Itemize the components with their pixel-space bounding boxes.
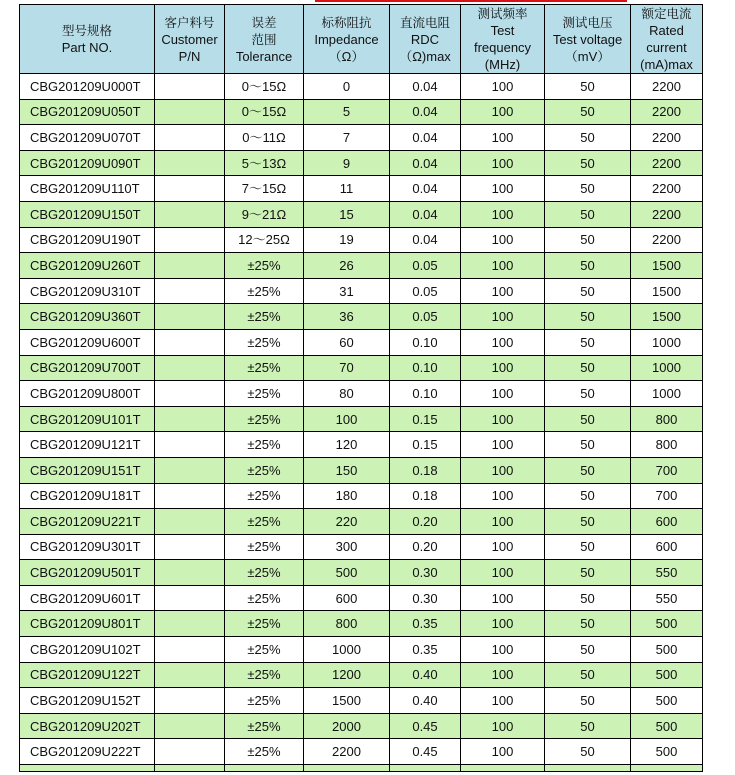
test-frequency-cell: 100 [461,125,545,151]
part-number-cell: CBG201209U202T [20,713,155,739]
rdc-cell: 0.35 [390,637,461,663]
table-row [20,355,703,381]
table-body [20,74,703,772]
rdc-cell: 0.15 [390,432,461,458]
impedance-cell: 9 [304,150,390,176]
table-row [20,713,703,739]
tolerance-cell: 0～15Ω [225,99,304,125]
test-frequency-cell: 100 [461,355,545,381]
table-row [20,534,703,560]
customer-pn-cell [155,355,225,381]
test-voltage-cell: 50 [545,201,631,227]
table-row [20,176,703,202]
rated-current-cell: 600 [631,534,703,560]
test-frequency-cell: 100 [461,278,545,304]
tolerance-cell: ±25% [225,278,304,304]
header-part-no-zh: 型号规格 [61,23,112,38]
customer-pn-cell [155,176,225,202]
rdc-cell: 0.30 [390,585,461,611]
header-current-en-1: Rated [649,23,684,38]
part-number-cell: CBG201209U110T [20,176,155,202]
rated-current-cell: 500 [631,637,703,663]
tolerance-cell: ±25% [225,611,304,637]
table-row [20,432,703,458]
rdc-cell: 0.35 [390,611,461,637]
test-frequency-cell: 100 [461,432,545,458]
tolerance-cell: ±25% [225,560,304,586]
test-frequency-cell: 100 [461,534,545,560]
test-frequency-cell: 100 [461,509,545,535]
header-rdc-en: RDC [410,31,440,47]
tolerance-cell: ±25% [225,662,304,688]
tolerance-cell: 7～15Ω [225,176,304,202]
part-number-cell: CBG201209U501T [20,560,155,586]
tolerance-cell: ±25% [225,713,304,739]
header-current-unit: (mA)max [640,57,693,72]
table-row [20,560,703,586]
impedance-cell: 80 [304,381,390,407]
impedance-cell: 120 [304,432,390,458]
impedance-cell: 36 [304,304,390,330]
rated-current-cell: 1500 [631,304,703,330]
table-row-partial [20,765,703,772]
rdc-cell: 0.18 [390,457,461,483]
part-number-cell: CBG201209U601T [20,585,155,611]
header-impedance-zh: 标称阻抗 [321,14,372,30]
part-number-cell: CBG201209U070T [20,125,155,151]
impedance-cell: 15 [304,201,390,227]
part-number-cell: CBG201209U800T [20,381,155,407]
rdc-cell: 0.04 [390,201,461,227]
test-frequency-cell: 100 [461,74,545,100]
part-number-cell: CBG201209U801T [20,611,155,637]
customer-pn-cell [155,150,225,176]
test-voltage-cell: 50 [545,637,631,663]
tolerance-cell: ±25% [225,739,304,765]
customer-pn-cell [155,227,225,253]
rated-current-cell: 700 [631,457,703,483]
customer-pn-cell [155,713,225,739]
part-number-cell: CBG201209U310T [20,278,155,304]
header-voltage [545,5,631,74]
test-voltage-cell: 50 [545,585,631,611]
test-voltage-cell: 50 [545,611,631,637]
header-customer-en-2: P/N [178,48,201,64]
customer-pn-cell [155,432,225,458]
part-number-cell: CBG201209U221T [20,509,155,535]
test-voltage-cell: 50 [545,125,631,151]
tolerance-cell: ±25% [225,585,304,611]
part-number-cell: CBG201209U150T [20,201,155,227]
table-row [20,688,703,714]
rated-current-cell: 1000 [631,329,703,355]
test-voltage-cell: 50 [545,278,631,304]
header-tolerance-en: Tolerance [235,48,293,64]
header-impedance-unit: （Ω） [328,48,365,64]
part-number-cell: CBG201209U121T [20,432,155,458]
test-frequency-cell: 100 [461,381,545,407]
tolerance-cell: ±25% [225,406,304,432]
rated-current-cell: 600 [631,509,703,535]
tolerance-cell: ±25% [225,457,304,483]
impedance-cell: 300 [304,534,390,560]
tolerance-cell: 0～11Ω [225,125,304,151]
customer-pn-cell [155,739,225,765]
tolerance-cell: ±25% [225,509,304,535]
table-row [20,509,703,535]
table-row [20,150,703,176]
customer-pn-cell [155,688,225,714]
rated-current-cell: 550 [631,585,703,611]
customer-pn-cell [155,201,225,227]
impedance-cell: 5 [304,99,390,125]
empty-cell [20,765,155,772]
table-row [20,227,703,253]
impedance-cell: 11 [304,176,390,202]
test-frequency-cell: 100 [461,662,545,688]
table-row [20,406,703,432]
test-frequency-cell: 100 [461,688,545,714]
part-number-cell: CBG201209U190T [20,227,155,253]
header-current-en-2: current [646,40,687,55]
part-number-cell: CBG201209U600T [20,329,155,355]
rdc-cell: 0.04 [390,176,461,202]
tolerance-cell: 9～21Ω [225,201,304,227]
spec-table [19,4,703,772]
tolerance-cell: ±25% [225,304,304,330]
rdc-cell: 0.04 [390,150,461,176]
impedance-cell: 1200 [304,662,390,688]
rdc-cell: 0.04 [390,74,461,100]
rated-current-cell: 550 [631,560,703,586]
rdc-cell: 0.05 [390,253,461,279]
impedance-cell: 500 [304,560,390,586]
header-impedance-en: Impedance [314,31,379,47]
rdc-cell: 0.18 [390,483,461,509]
test-frequency-cell: 100 [461,611,545,637]
impedance-cell: 100 [304,406,390,432]
customer-pn-cell [155,560,225,586]
tolerance-cell: 5～13Ω [225,150,304,176]
tolerance-cell: ±25% [225,329,304,355]
rated-current-cell: 1500 [631,278,703,304]
impedance-cell: 31 [304,278,390,304]
empty-cell [155,765,225,772]
test-frequency-cell: 100 [461,585,545,611]
customer-pn-cell [155,585,225,611]
empty-cell [545,765,631,772]
customer-pn-cell [155,662,225,688]
customer-pn-cell [155,483,225,509]
part-number-cell: CBG201209U360T [20,304,155,330]
empty-cell [461,765,545,772]
part-number-cell: CBG201209U090T [20,150,155,176]
test-voltage-cell: 50 [545,74,631,100]
tolerance-cell: 0～15Ω [225,74,304,100]
table-row [20,201,703,227]
test-voltage-cell: 50 [545,253,631,279]
rated-current-cell: 2200 [631,201,703,227]
rated-current-cell: 800 [631,406,703,432]
customer-pn-cell [155,125,225,151]
test-frequency-cell: 100 [461,201,545,227]
test-voltage-cell: 50 [545,662,631,688]
table-row [20,278,703,304]
customer-pn-cell [155,253,225,279]
test-frequency-cell: 100 [461,227,545,253]
rated-current-cell: 500 [631,611,703,637]
test-frequency-cell: 100 [461,713,545,739]
tolerance-cell: ±25% [225,688,304,714]
rated-current-cell: 2200 [631,99,703,125]
test-frequency-cell: 100 [461,406,545,432]
table-row [20,125,703,151]
header-rdc-zh: 直流电阻 [399,14,450,30]
test-frequency-cell: 100 [461,739,545,765]
test-frequency-cell: 100 [461,483,545,509]
impedance-cell: 2000 [304,713,390,739]
header-current [631,5,703,74]
impedance-cell: 7 [304,125,390,151]
part-number-cell: CBG201209U151T [20,457,155,483]
empty-cell [225,765,304,772]
part-number-cell: CBG201209U122T [20,662,155,688]
rated-current-cell: 2200 [631,74,703,100]
impedance-cell: 1000 [304,637,390,663]
impedance-cell: 26 [304,253,390,279]
header-part-no [20,5,155,74]
rdc-cell: 0.04 [390,99,461,125]
impedance-cell: 220 [304,509,390,535]
rdc-cell: 0.05 [390,304,461,330]
test-voltage-cell: 50 [545,176,631,202]
test-voltage-cell: 50 [545,483,631,509]
customer-pn-cell [155,278,225,304]
rdc-cell: 0.30 [390,560,461,586]
rated-current-cell: 500 [631,713,703,739]
header-voltage-en: Test voltage [552,31,623,47]
impedance-cell: 19 [304,227,390,253]
test-voltage-cell: 50 [545,688,631,714]
part-number-cell: CBG201209U050T [20,99,155,125]
rated-current-cell: 2200 [631,227,703,253]
test-voltage-cell: 50 [545,560,631,586]
header-rdc [390,5,461,74]
table-row [20,457,703,483]
test-voltage-cell: 50 [545,227,631,253]
header-current-zh: 额定电流 [641,6,692,21]
test-frequency-cell: 100 [461,176,545,202]
table-row [20,611,703,637]
header-customer [155,5,225,74]
customer-pn-cell [155,99,225,125]
rdc-cell: 0.10 [390,381,461,407]
part-number-cell: CBG201209U301T [20,534,155,560]
part-number-cell: CBG201209U152T [20,688,155,714]
rdc-cell: 0.05 [390,278,461,304]
rated-current-cell: 2200 [631,125,703,151]
test-voltage-cell: 50 [545,432,631,458]
test-voltage-cell: 50 [545,713,631,739]
rated-current-cell: 500 [631,662,703,688]
tolerance-cell: ±25% [225,381,304,407]
header-frequency-zh: 测试频率 [477,6,528,21]
test-frequency-cell: 100 [461,457,545,483]
table-row [20,99,703,125]
header-tolerance-zh-2: 范围 [251,31,277,47]
header-part-no-en: Part NO. [61,40,113,55]
header-tolerance-zh: 误差 [251,14,277,30]
rated-current-cell: 2200 [631,176,703,202]
test-voltage-cell: 50 [545,457,631,483]
part-number-cell: CBG201209U101T [20,406,155,432]
rdc-cell: 0.04 [390,227,461,253]
table-row [20,483,703,509]
header-row [20,5,703,74]
empty-cell [631,765,703,772]
red-accent-line [315,0,627,2]
table-row [20,74,703,100]
tolerance-cell: 12～25Ω [225,227,304,253]
customer-pn-cell [155,457,225,483]
rated-current-cell: 500 [631,739,703,765]
part-number-cell: CBG201209U102T [20,637,155,663]
test-frequency-cell: 100 [461,637,545,663]
customer-pn-cell [155,534,225,560]
table-row [20,637,703,663]
customer-pn-cell [155,304,225,330]
header-frequency-unit: (MHz) [484,57,521,72]
rdc-cell: 0.20 [390,534,461,560]
test-frequency-cell: 100 [461,304,545,330]
tolerance-cell: ±25% [225,534,304,560]
header-tolerance [225,5,304,74]
rated-current-cell: 1000 [631,381,703,407]
part-number-cell: CBG201209U222T [20,739,155,765]
test-frequency-cell: 100 [461,329,545,355]
rdc-cell: 0.40 [390,662,461,688]
rdc-cell: 0.04 [390,125,461,151]
rdc-cell: 0.45 [390,739,461,765]
part-number-cell: CBG201209U000T [20,74,155,100]
customer-pn-cell [155,329,225,355]
impedance-cell: 1500 [304,688,390,714]
table-row [20,739,703,765]
test-voltage-cell: 50 [545,355,631,381]
header-voltage-unit: （mV） [564,48,611,64]
rdc-cell: 0.20 [390,509,461,535]
test-voltage-cell: 50 [545,534,631,560]
header-frequency-en-2: frequency [473,40,532,55]
customer-pn-cell [155,637,225,663]
impedance-cell: 2200 [304,739,390,765]
table-row [20,381,703,407]
impedance-cell: 600 [304,585,390,611]
rated-current-cell: 700 [631,483,703,509]
customer-pn-cell [155,74,225,100]
tolerance-cell: ±25% [225,432,304,458]
test-voltage-cell: 50 [545,406,631,432]
tolerance-cell: ±25% [225,637,304,663]
test-voltage-cell: 50 [545,304,631,330]
customer-pn-cell [155,509,225,535]
rdc-cell: 0.15 [390,406,461,432]
customer-pn-cell [155,381,225,407]
rdc-cell: 0.40 [390,688,461,714]
test-voltage-cell: 50 [545,739,631,765]
header-frequency [461,5,545,74]
impedance-cell: 150 [304,457,390,483]
test-frequency-cell: 100 [461,150,545,176]
test-voltage-cell: 50 [545,150,631,176]
impedance-cell: 0 [304,74,390,100]
test-frequency-cell: 100 [461,253,545,279]
test-voltage-cell: 50 [545,509,631,535]
rated-current-cell: 2200 [631,150,703,176]
part-number-cell: CBG201209U181T [20,483,155,509]
table-row [20,329,703,355]
rated-current-cell: 800 [631,432,703,458]
test-voltage-cell: 50 [545,381,631,407]
part-number-cell: CBG201209U700T [20,355,155,381]
header-rdc-unit: （Ω)max [399,48,451,64]
test-voltage-cell: 50 [545,329,631,355]
impedance-cell: 70 [304,355,390,381]
header-customer-en-1: Customer [161,31,218,47]
rated-current-cell: 1000 [631,355,703,381]
header-voltage-zh: 测试电压 [562,14,613,30]
test-frequency-cell: 100 [461,99,545,125]
empty-cell [390,765,461,772]
table-row [20,662,703,688]
impedance-cell: 800 [304,611,390,637]
customer-pn-cell [155,406,225,432]
header-impedance [304,5,390,74]
table-row [20,585,703,611]
rdc-cell: 0.45 [390,713,461,739]
test-voltage-cell: 50 [545,99,631,125]
impedance-cell: 60 [304,329,390,355]
rated-current-cell: 1500 [631,253,703,279]
test-frequency-cell: 100 [461,560,545,586]
empty-cell [304,765,390,772]
impedance-cell: 180 [304,483,390,509]
tolerance-cell: ±25% [225,483,304,509]
tolerance-cell: ±25% [225,253,304,279]
tolerance-cell: ±25% [225,355,304,381]
rated-current-cell: 500 [631,688,703,714]
customer-pn-cell [155,611,225,637]
table-row [20,253,703,279]
rdc-cell: 0.10 [390,329,461,355]
rdc-cell: 0.10 [390,355,461,381]
table-row [20,304,703,330]
part-number-cell: CBG201209U260T [20,253,155,279]
header-customer-zh: 客户料号 [164,14,215,30]
header-frequency-en-1: Test [490,23,515,38]
